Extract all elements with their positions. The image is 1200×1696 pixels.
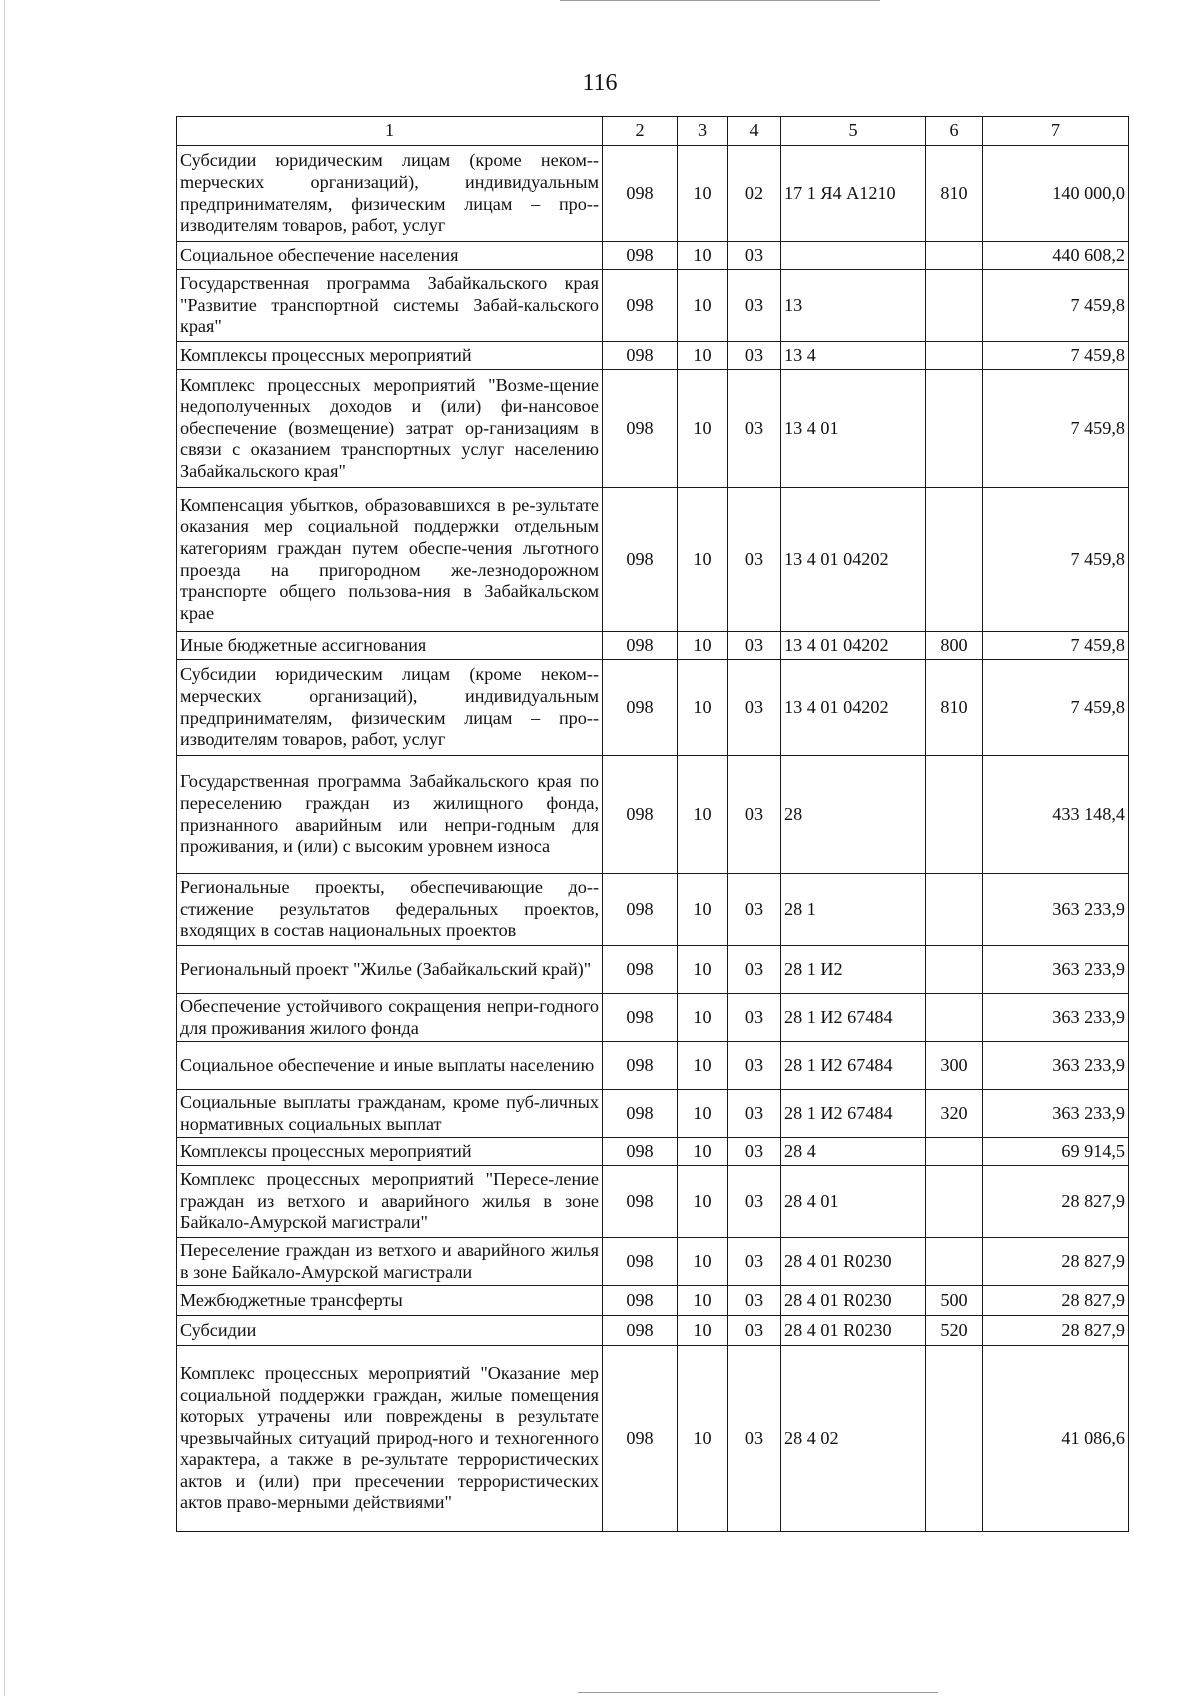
row-amount: 363 233,9 [983,874,1129,946]
row-name: Субсидии [177,1316,603,1346]
row-ministry-code: 098 [603,488,678,632]
row-expense-type: 520 [926,1316,983,1346]
row-subsection-code: 03 [728,1090,781,1138]
row-subsection-code: 03 [728,1042,781,1090]
row-target-code: 13 4 01 04202 [781,632,926,660]
row-expense-type [926,342,983,370]
row-subsection-code: 02 [728,146,781,242]
row-expense-type: 810 [926,146,983,242]
row-target-code: 28 1 И2 67484 [781,1042,926,1090]
row-subsection-code: 03 [728,756,781,874]
row-section-code: 10 [678,342,728,370]
row-target-code: 13 4 01 [781,370,926,488]
row-target-code: 28 4 01 R0230 [781,1238,926,1286]
row-ministry-code: 098 [603,1316,678,1346]
row-ministry-code: 098 [603,632,678,660]
row-ministry-code: 098 [603,946,678,994]
row-section-code: 10 [678,946,728,994]
row-name: Социальное обеспечение и иные выплаты населению [177,1042,603,1090]
row-amount: 69 914,5 [983,1138,1129,1166]
row-section-code: 10 [678,488,728,632]
row-name: Социальные выплаты гражданам, кроме пуб-личных нормативных социальных выплат [177,1090,603,1138]
row-name: Переселение граждан из ветхого и аварийного жилья в зоне Байкало-Амурской магистрали [177,1238,603,1286]
row-expense-type [926,488,983,632]
row-target-code: 28 1 И2 67484 [781,994,926,1042]
row-amount: 28 827,9 [983,1166,1129,1238]
row-expense-type [926,1138,983,1166]
row-target-code: 28 4 [781,1138,926,1166]
row-ministry-code: 098 [603,270,678,342]
table-row [177,342,1129,370]
row-ministry-code: 098 [603,756,678,874]
row-expense-type: 320 [926,1090,983,1138]
row-amount: 7 459,8 [983,632,1129,660]
row-subsection-code: 03 [728,994,781,1042]
row-section-code: 10 [678,994,728,1042]
column-header-1: 1 [177,117,603,146]
row-expense-type: 810 [926,660,983,756]
row-ministry-code: 098 [603,1138,678,1166]
table-row [177,632,1129,660]
row-amount: 7 459,8 [983,342,1129,370]
row-subsection-code: 03 [728,874,781,946]
table-row [177,1238,1129,1286]
row-section-code: 10 [678,1346,728,1532]
row-name: Субсидии юридическим лицам (кроме неком-mерческих организаций), индивидуальным предпринимателям, физическим лицам – про-изводителям товаров, работ, услуг [177,146,603,242]
scan-artifact-left-edge [4,0,5,1696]
row-name: Комплексы процессных мероприятий [177,1138,603,1166]
table-row [177,1286,1129,1316]
row-ministry-code: 098 [603,370,678,488]
row-name: Межбюджетные трансферты [177,1286,603,1316]
row-target-code [781,242,926,270]
row-name: Комплекс процессных мероприятий "Оказание мер социальной поддержки граждан, жилые помещения которых утрачены или повреждены в результате чрезвычайных ситуаций природ-ного и техногенного характера, а также в ре-зультате террористических актов и (или) при пресечении террористических актов право-мерными действиями" [177,1346,603,1532]
row-expense-type: 500 [926,1286,983,1316]
row-ministry-code: 098 [603,1286,678,1316]
row-section-code: 10 [678,1090,728,1138]
row-target-code: 28 4 01 [781,1166,926,1238]
column-header-7: 7 [983,117,1129,146]
row-name: Комплекс процессных мероприятий "Возме-щение недополученных доходов и (или) фи-нансовое обеспечение (возмещение) затрат ор-ганизациям в связи с оказанием транспортных услуг населению Забайкальского края" [177,370,603,488]
row-section-code: 10 [678,632,728,660]
row-ministry-code: 098 [603,1346,678,1532]
row-amount: 7 459,8 [983,370,1129,488]
row-amount: 363 233,9 [983,946,1129,994]
row-ministry-code: 098 [603,242,678,270]
row-section-code: 10 [678,874,728,946]
row-expense-type [926,1346,983,1532]
row-target-code: 28 1 И2 [781,946,926,994]
row-target-code: 28 4 01 R0230 [781,1286,926,1316]
row-ministry-code: 098 [603,874,678,946]
table-row [177,874,1129,946]
row-section-code: 10 [678,1238,728,1286]
row-amount: 28 827,9 [983,1316,1129,1346]
table-row [177,1316,1129,1346]
row-section-code: 10 [678,1316,728,1346]
row-amount: 7 459,8 [983,660,1129,756]
row-section-code: 10 [678,242,728,270]
row-section-code: 10 [678,756,728,874]
row-target-code: 17 1 Я4 А1210 [781,146,926,242]
table-row [177,242,1129,270]
row-amount: 363 233,9 [983,1042,1129,1090]
row-name: Комплексы процессных мероприятий [177,342,603,370]
row-subsection-code: 03 [728,946,781,994]
row-target-code: 13 4 [781,342,926,370]
table-row [177,146,1129,242]
row-expense-type [926,874,983,946]
row-expense-type [926,1238,983,1286]
row-section-code: 10 [678,146,728,242]
page-number: 116 [582,70,618,96]
row-subsection-code: 03 [728,270,781,342]
row-subsection-code: 03 [728,1286,781,1316]
row-section-code: 10 [678,370,728,488]
row-ministry-code: 098 [603,1090,678,1138]
row-expense-type [926,242,983,270]
table-body [177,146,1129,1532]
row-amount: 41 086,6 [983,1346,1129,1532]
row-amount: 28 827,9 [983,1238,1129,1286]
row-subsection-code: 03 [728,342,781,370]
row-name: Региональные проекты, обеспечивающие до-стижение результатов федеральных проектов, входящих в состав национальных проектов [177,874,603,946]
table-row [177,1166,1129,1238]
scan-artifact-bottom [578,1692,938,1693]
row-target-code: 13 4 01 04202 [781,660,926,756]
row-section-code: 10 [678,660,728,756]
row-ministry-code: 098 [603,342,678,370]
row-expense-type [926,1166,983,1238]
row-name: Иные бюджетные ассигнования [177,632,603,660]
table-row [177,756,1129,874]
row-section-code: 10 [678,1042,728,1090]
row-section-code: 10 [678,1286,728,1316]
row-name: Компенсация убытков, образовавшихся в ре-зультате оказания мер социальной поддержки отдельным категориям граждан путем обеспе-чения льготного проезда на пригородном же-лезнодорожном транспорте общего пользова-ния в Забайкальском крае [177,488,603,632]
row-subsection-code: 03 [728,1238,781,1286]
row-expense-type [926,994,983,1042]
row-ministry-code: 098 [603,660,678,756]
row-section-code: 10 [678,1138,728,1166]
row-target-code: 28 [781,756,926,874]
row-subsection-code: 03 [728,1166,781,1238]
row-ministry-code: 098 [603,1166,678,1238]
row-target-code: 13 [781,270,926,342]
row-subsection-code: 03 [728,632,781,660]
row-amount: 440 608,2 [983,242,1129,270]
row-name: Обеспечение устойчивого сокращения непри-годного для проживания жилого фонда [177,994,603,1042]
row-expense-type [926,756,983,874]
row-target-code: 28 4 02 [781,1346,926,1532]
table-row [177,1346,1129,1532]
row-amount: 28 827,9 [983,1286,1129,1316]
row-expense-type [926,370,983,488]
row-amount: 433 148,4 [983,756,1129,874]
row-amount: 140 000,0 [983,146,1129,242]
row-name: Комплекс процессных мероприятий "Пересе-ление граждан из ветхого и аварийного жилья в зоне Байкало-Амурской магистрали" [177,1166,603,1238]
row-amount: 363 233,9 [983,994,1129,1042]
row-subsection-code: 03 [728,1138,781,1166]
row-name: Региональный проект "Жилье (Забайкальский край)" [177,946,603,994]
table-row [177,270,1129,342]
row-subsection-code: 03 [728,660,781,756]
row-name: Государственная программа Забайкальского края по переселению граждан из жилищного фонда, признанного аварийным или непри-годным для проживания, и (или) с высоким уровнем износа [177,756,603,874]
row-subsection-code: 03 [728,1346,781,1532]
row-target-code: 28 4 01 R0230 [781,1316,926,1346]
table-row [177,1042,1129,1090]
table-row [177,488,1129,632]
row-amount: 7 459,8 [983,488,1129,632]
row-expense-type [926,270,983,342]
row-subsection-code: 03 [728,242,781,270]
row-expense-type [926,946,983,994]
row-amount: 7 459,8 [983,270,1129,342]
row-target-code: 13 4 01 04202 [781,488,926,632]
row-target-code: 28 1 [781,874,926,946]
column-header-6: 6 [926,117,983,146]
row-amount: 363 233,9 [983,1090,1129,1138]
row-ministry-code: 098 [603,1042,678,1090]
column-header-4: 4 [728,117,781,146]
row-expense-type: 300 [926,1042,983,1090]
row-subsection-code: 03 [728,370,781,488]
row-ministry-code: 098 [603,994,678,1042]
row-name: Государственная программа Забайкальского края "Развитие транспортной системы Забай-кальского края" [177,270,603,342]
table-row [177,660,1129,756]
row-section-code: 10 [678,1166,728,1238]
row-ministry-code: 098 [603,1238,678,1286]
row-subsection-code: 03 [728,1316,781,1346]
budget-table [176,116,1129,1532]
scan-artifact-top [560,0,880,1]
row-ministry-code: 098 [603,146,678,242]
table-row [177,1138,1129,1166]
table-row [177,370,1129,488]
row-target-code: 28 1 И2 67484 [781,1090,926,1138]
row-expense-type: 800 [926,632,983,660]
row-subsection-code: 03 [728,488,781,632]
table-row [177,1090,1129,1138]
column-header-5: 5 [781,117,926,146]
row-name: Социальное обеспечение населения [177,242,603,270]
row-section-code: 10 [678,270,728,342]
table-header-row [177,117,1129,146]
column-header-2: 2 [603,117,678,146]
row-name: Субсидии юридическим лицам (кроме неком-мерческих организаций), индивидуальным предпринимателям, физическим лицам – про-изводителям товаров, работ, услуг [177,660,603,756]
table-row [177,994,1129,1042]
table-row [177,946,1129,994]
column-header-3: 3 [678,117,728,146]
